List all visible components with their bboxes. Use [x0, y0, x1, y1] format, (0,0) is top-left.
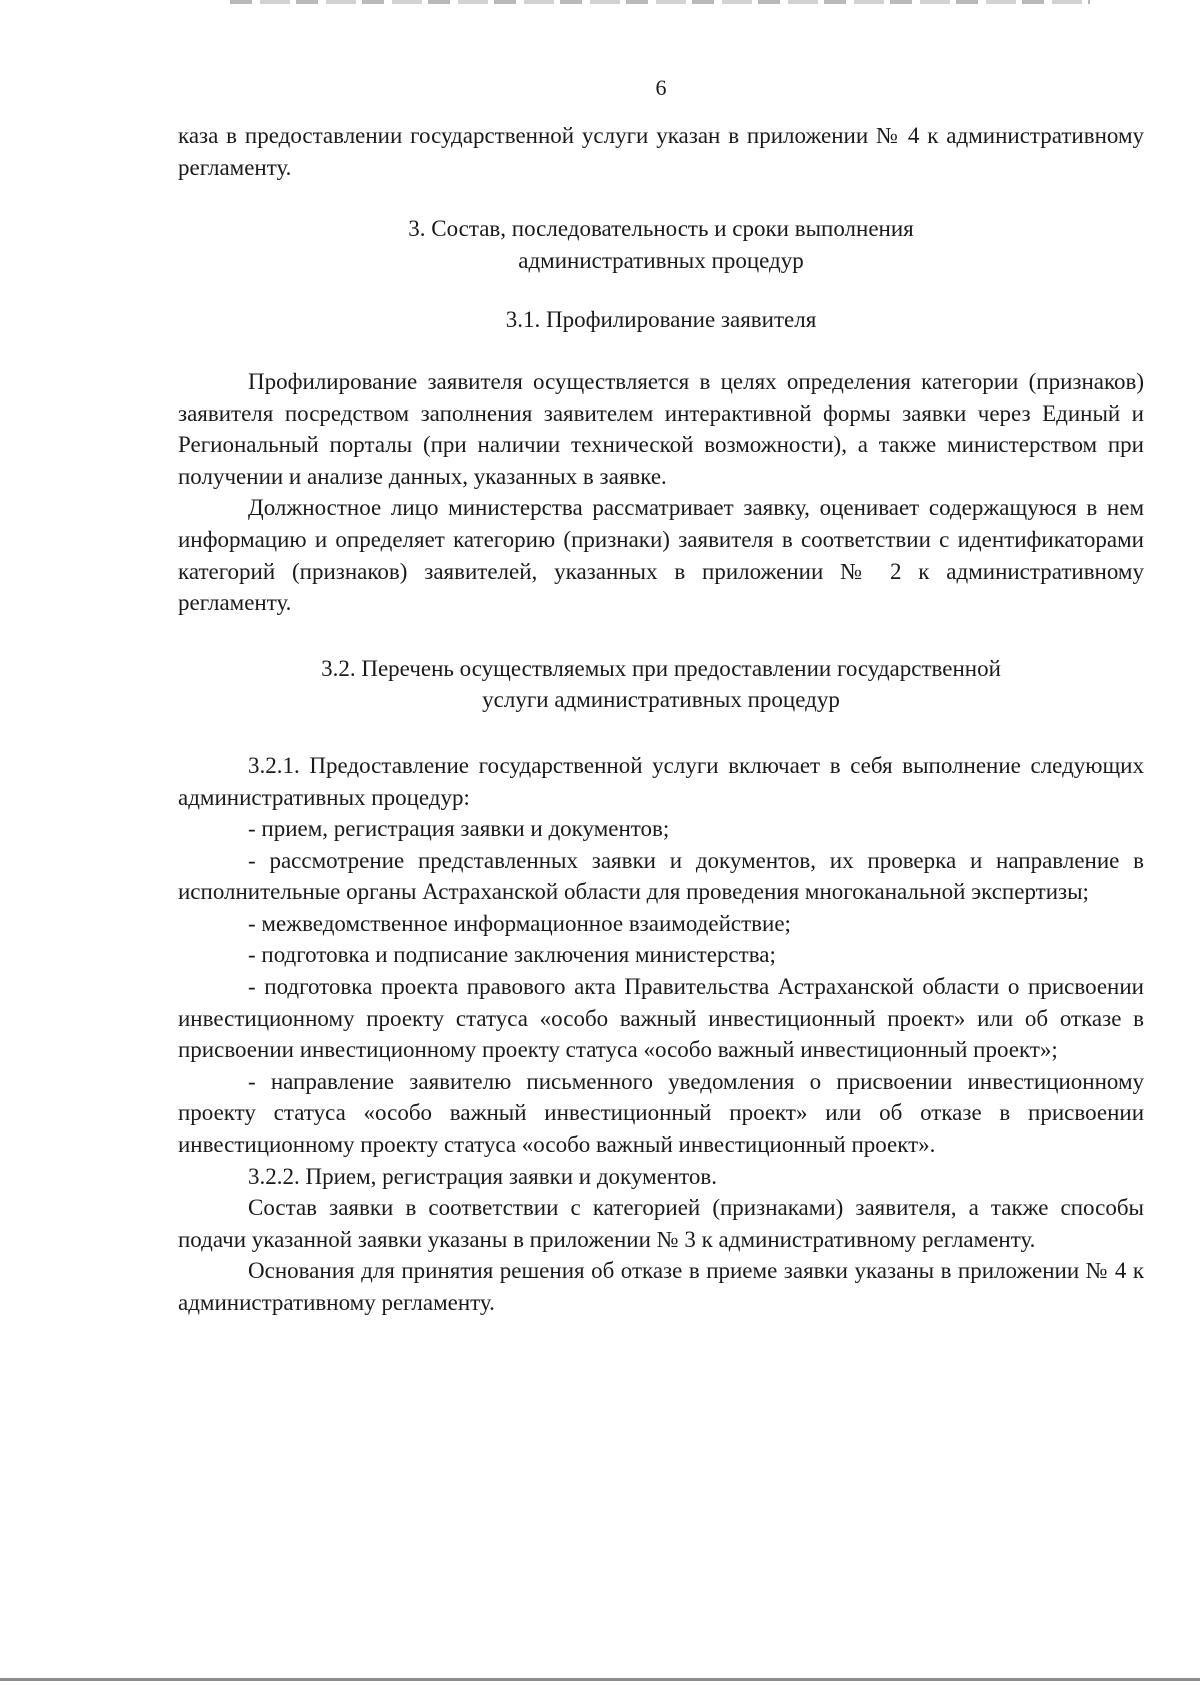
list-item-procedure-5: - подготовка проекта правового акта Правительства Астраханской области о присвоении инвестиционному проекту статуса «особо важный инвестиционный проект» или об отказе в присвоении инвестиционному проекту статуса «особо важный инвестиционный проект»; [178, 974, 1144, 1063]
section-3-heading [178, 213, 1144, 276]
section-3-2-heading [178, 653, 1144, 716]
list-item-procedure-1: - прием, регистрация заявки и документов; [248, 816, 670, 842]
list-item-procedure-3: - межведомственное информационное взаимодействие; [248, 910, 791, 936]
paragraph-intro: каза в предоставлении государственной услуги указан в приложении № 4 к административному регламенту. [178, 123, 1144, 180]
paragraph-3-2-1: 3.2.1. Предоставление государственной услуги включает в себя выполнение следующих административных процедур: [178, 752, 1144, 810]
section-3-heading-line-1: 3. Состав, последовательность и сроки выполнения [408, 216, 914, 242]
paragraph-3-1-a: Профилирование заявителя осуществляется в целях определения категории (признаков) заявителя посредством заполнения заявителем интерактивной формы заявки через Единый и Региональный порталы (при наличии технической возможности), а также министерством при получении и анализе данных, указанных в заявке. [178, 368, 1144, 489]
section-3-2-heading-line-2: услуги административных процедур [482, 687, 840, 713]
paragraph-refusal-grounds: Основания для принятия решения об отказе в приеме заявки указаны в приложении № 4 к административному регламенту. [178, 1258, 1144, 1315]
paragraph-3-2-2: 3.2.2. Прием, регистрация заявки и документов. [248, 1163, 718, 1189]
scan-edge-bottom [0, 1678, 1200, 1681]
section-3-1-heading: 3.1. Профилирование заявителя [505, 307, 817, 333]
page-number: 6 [655, 75, 667, 100]
section-3-2-heading-line-1: 3.2. Перечень осуществляемых при предоставлении государственной [321, 655, 1001, 681]
document-page [178, 72, 1144, 1319]
section-3-heading-line-2: административных процедур [518, 247, 804, 273]
paragraph-3-1-b: Должностное лицо министерства рассматривает заявку, оценивает содержащуюся в нем информацию и определяет категорию (признаки) заявителя в соответствии с идентификаторами категорий (признаков) заявителей, указанных в приложении № 2 к административному регламенту. [178, 495, 1144, 616]
list-item-procedure-4: - подготовка и подписание заключения министерства; [248, 942, 776, 968]
list-item-procedure-6: - направление заявителю письменного уведомления о присвоении инвестиционному проекту статуса «особо важный инвестиционный проект» или об отказе в присвоении инвестиционному проекту статуса «особо важный инвестиционный проект». [178, 1068, 1144, 1158]
scan-edge-top [230, 0, 1090, 4]
list-item-procedure-2: - рассмотрение представленных заявки и документов, их проверка и направление в исполнительные органы Астраханской области для проведения многоканальной экспертизы; [178, 847, 1144, 905]
paragraph-application-composition: Состав заявки в соответствии с категорией (признаками) заявителя, а также способы подачи указанной заявки указаны в приложении № 3 к административному регламенту. [178, 1195, 1144, 1252]
